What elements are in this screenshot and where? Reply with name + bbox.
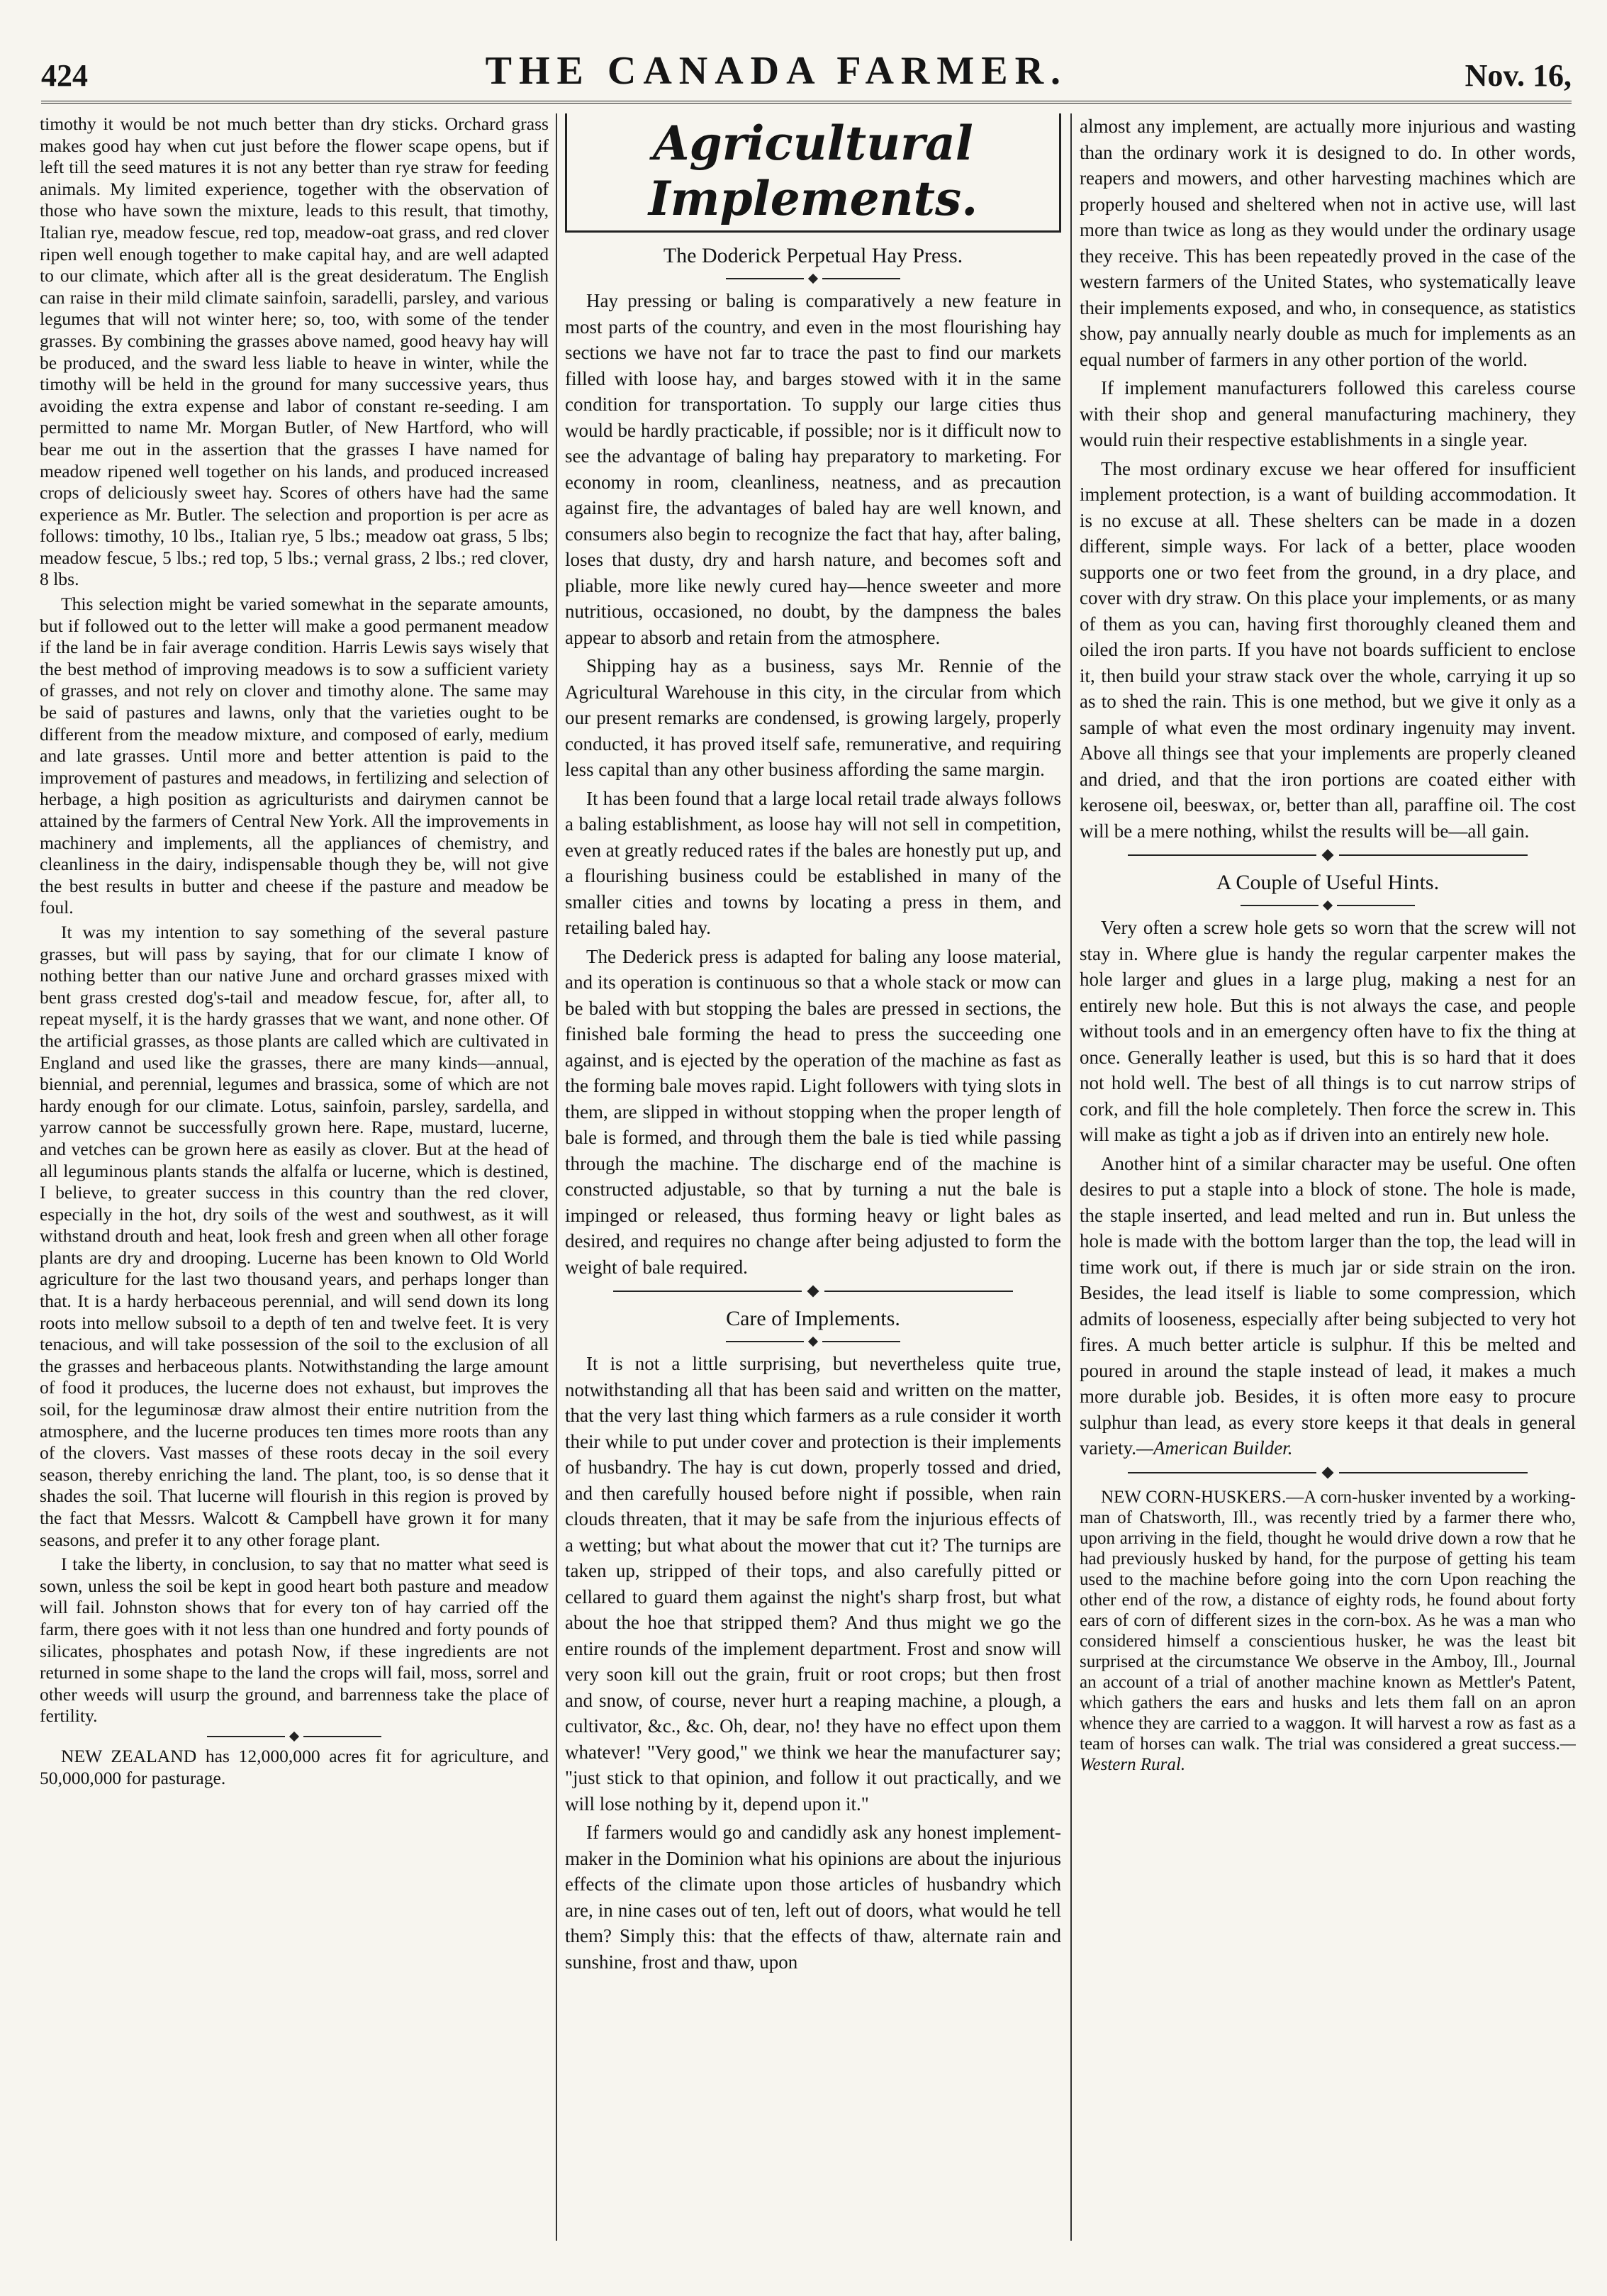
article-title: A Couple of Useful Hints. (1216, 871, 1440, 894)
middle-column (565, 113, 1061, 2276)
paragraph: Hay pressing or baling is comparatively a new feature in most parts of the country, and even in the most flourishing hay sections we have not far to trace the past to find our markets filled with loose hay, and barges stowed with it in the same condition for transportation. To supply our large cities thus would be hardly practicable, if possible; nor is it difficult now to see the advantage of baling hay preparatory to marketing. For economy in room, cleanliness, neatness, and as precaution against fire, the advantages of baled hay are well known, and consumers also begin to recognize the fact that hay, after baling, loses that dusty, dry and harsh nature, and becomes soft and pliable, more like newly cured hay—hence sweeter and more nutritious, occasioned, no doubt, by the dampness the bales appear to absorb and retain from the atmosphere. (565, 290, 1061, 648)
paragraph-text: —A corn-husker invented by a working-man of Chatsworth, Ill., was recently tried by a farmer there who, upon arriving in the field, thought he would drive down a row that he had previously husked by hand, for the purpose of getting his team used to the machine before going into the corn Upon reaching the other end of the row, a distance of eighty rods, he found about forty ears of corn of different sizes in the corn-box. As he was a man who considered himself a conscientious husker, he was the least bit surprised at the circumstance We observe in the Amboy, Ill., Journal an account of a trial of another machine known as Mettler's Patent, which gathers the ears and husks and lets them fall on an apron whence they are carried to a waggon. It will harvest a row as fast as a team of horses can walk. The trial was considered a great success. (1080, 1487, 1576, 1754)
paragraph-text: Another hint of a similar character may be useful. One often desires to put a staple into a block of stone. The hole is made, the staple inserted, and lead melted and run in. But unless the hole is made with the bottom larger than the top, the lead will in time work out, if there is much jar or side strain on the iron. Besides, the lead itself is liable to some compression, which admits of looseness, especially after being subjected to very hot fires. A much better article is sulphur. If this be melted and poured in around the staple instead of lead, it makes a much more durable job. Besides, it is often more easy to procure sulphur than lead, as every store keeps it that deals in general variety. (1080, 1152, 1576, 1459)
title-divider (565, 1338, 1061, 1345)
paragraph: It was my intention to say something of the several pasture grasses, but will pass by saying, that for our climate I know of nothing better than our native June and orchard grasses mixed with bent grass crested dog's-tail and meadow fescue, for, after all, to repeat myself, it is the hardy grasses that we want, and none other. Of the artificial grasses, as those plants are called which are cultivated in England and used like the grasses, there are many kinds—annual, biennial, and perennial, legumes and brassica, some of which are not hardy enough for our climate. Lotus, sainfoin, parsley, sardella, and yarrow cannot be successfully grown here. Rape, mustard, lucerne, and vetches can be grown here as easily as clover. But at the head of all leguminous plants stands the alfalfa or lucerne, which is destined, I believe, to greater success in this country than the red clover, especially in the hot, dry soils of the west and southwest, as it will withstand drouth and heat, look fresh and green when all other forage plants are dry and drooping. Lucerne has been known to Old World agriculture for the last two thousand years, and perhaps longer than that. It is a hardy herbaceous perennial, and will send down its long roots into mellow subsoil to a depth of ten and twelve feet. It is very tenacious, and will take possession of the soil to the exclusion of all the grasses and herbaceous plants. Notwithstanding the large amount of food it produces, the lucerne does not exhaust, but improves the soil, for the leguminosæ draw almost their entire nutrition from the atmosphere, and the lucerne produces ten times more roots than any of the clovers. Vast masses of these roots decay in the soil every season, thereby enriching the land. The plant, too, is so dense that it shades the soil. That lucerne will flourish in this region is proved by the fact that Messrs. Walcott & Campbell have grown it for many seasons, and prefer it to any other forage plant. (40, 921, 549, 1550)
paragraph (1080, 1151, 1576, 1461)
column-rule (556, 113, 557, 2241)
paragraph: If implement manufacturers followed this careless course with their shop and general manufacturing machinery, they would ruin their respective establishments in a single year. (1080, 377, 1576, 450)
paragraph (1080, 1487, 1576, 1775)
issue-date: Nov. 16, (1465, 58, 1572, 93)
page-number: 424 (41, 58, 88, 93)
right-column (1080, 113, 1576, 2276)
department-title: Agricultural Implements. (565, 113, 1061, 233)
paragraph: It is not a little surprising, but nevertheless quite true, notwithstanding all that has been said and written on the matter, that the very last thing which farmers as a rule consider it worth their while to put under cover and protection is their implements of husbandry. The hay is cut down, properly tossed and dried, and then carefully housed before night if possible, when rain clouds threaten, that it may be safe from the injurious effects of a wetting; but what about the mower that cut it? The turnips are taken up, stripped of their tops, and also carefully pitted or cellared to guard them against the night's sharp frost, but what about the hoe that stripped them? And thus might we go the entire rounds of the implement department. Frost and snow will very soon kill out the grain, fruit or root crops; but then frost and snow, of course, never hurt a reaping machine, a plough, a cultivator, &c., &c. Oh, dear, no! they have no effect upon them whatever! "Very good," we think we hear the manufacturer say; "just stick to that opinion, and follow it out practically, and we will lose nothing by it, depend upon it." (565, 1353, 1061, 1815)
article-lead: NEW CORN-HUSKERS. (1101, 1487, 1287, 1507)
section-divider (565, 1287, 1061, 1295)
source-credit: —American Builder. (1136, 1437, 1293, 1459)
source-credit: —Western Rural. (1080, 1734, 1576, 1774)
title-divider (1080, 902, 1576, 909)
section-divider (1080, 1469, 1576, 1477)
masthead: THE CANADA FARMER. (485, 49, 1068, 93)
left-column (40, 113, 549, 2276)
news-note: NEW ZEALAND has 12,000,000 acres fit for agriculture, and 50,000,000 for pasturage. (40, 1745, 549, 1788)
article-title: The Doderick Perpetual Hay Press. (663, 244, 963, 267)
paragraph: If farmers would go and candidly ask any honest implement-maker in the Dominion what his opinions are about the injurious effects of the climate upon those articles of husbandry which are, in nine cases out of ten, left out of doors, what would he tell them? Simply this: that the effects of thaw, alternate rain and sunshine, frost and thaw, upon (565, 1822, 1061, 1973)
paragraph: I take the liberty, in conclusion, to say that no matter what seed is sown, unless the soil be kept in good heart both pasture and meadow will fail. Johnston shows that for every ton of hay carried off the farm, there goes with it not less than one hundred and forty pounds of silicates, phosphates and potash Now, if these ingredients are not returned in some shape to the land the crops will fail, moss, sorrel and other weeds will usurp the ground, and barrenness take the place of fertility. (40, 1554, 549, 1727)
paragraph: This selection might be varied somewhat in the separate amounts, but if followed out to the letter will make a good permanent meadow if the land be in fair average condition. Harris Lewis says wisely that the best method of improving meadows is to sow a sufficient variety of grasses, and not rely on clover and timothy alone. The same may be said of pastures and lawns, only that the varieties ought to be different from the meadow mixture, and composed of early, medium and late grasses. Until more and better attention is paid to the improvement of pastures and meadows, in fertilizing and selection of herbage, a high position as agriculturists and dairymen cannot be attained by the farmers of Central New York. All the improvements in machinery and implements, all the appliances of chemistry, and cleanliness in the dairy, indispensable though they be, will not give the best results in butter and cheese if the pasture and meadow be foul. (40, 593, 549, 918)
paragraph: almost any implement, are actually more injurious and wasting than the ordinary work it is designed to do. In other words, reapers and mowers, and other harvesting machines which are properly housed and sheltered when not in active use, will last more than twice as long as they would under the ordinary usage they receive. This has been repeatedly proved in the case of the western farmers of the United States, who systematically leave their implements exposed, and who, in consequence, as statistics show, pay annually nearly double as much for implements as an equal number of farmers in any other portion of the world. (1080, 116, 1576, 370)
paragraph: Shipping hay as a business, says Mr. Rennie of the Agricultural Warehouse in this city, in the circular from which our present remarks are condensed, is growing largely, properly conducted, it has proved itself safe, remunerative, and requiring less capital than any other business affording the same margin. (565, 655, 1061, 780)
section-divider (1080, 851, 1576, 859)
section-divider (40, 1733, 549, 1740)
paragraph: Very often a screw hole gets so worn that the screw will not stay in. Where glue is handy the regular carpenter makes the hole larger and glues in a large plug, making a nest for an entirely new hole. But this is not always the case, and people without tools and in an emergency often have to fix the thing at once. Generally leather is used, but this is so hard that it does not hold well. The best of all things is to cut narrow strips of cork, and fill the hole completely. Then force the screw in. This will make as tight a job as if driven into an entirely new hole. (1080, 917, 1576, 1145)
title-divider (565, 275, 1061, 282)
column-rule (1070, 113, 1072, 2241)
paragraph: It has been found that a large local retail trade always follows a baling establishment, as loose hay will not sell in competition, even at greatly reduced rates if the bales are honestly put up, and a flourishing business could be established in many of the smaller cities and towns by locating a press in them, and retailing baled hay. (565, 787, 1061, 938)
page-header (41, 30, 1572, 104)
paragraph: The Dederick press is adapted for baling any loose material, and its operation is continuous so that a whole stack or mow can be baled with but stopping the bales are pressed in sections, the finished bale forming the head to press the succeeding one against, and is ejected by the operation of the machine as fast as the forming bale moves rapid. Light followers with tying slots in them, are slipped in without stopping when the proper length of bale is formed, and through them the bale is tied while passing through the machine. The discharge end of the machine is constructed adjustable, so that by turning a nut the bale is impinged or released, thus forming heavy or light bales as desired, and requires no change after being adjusted to form the weight of bale required. (565, 945, 1061, 1278)
article-title: Care of Implements. (726, 1307, 900, 1330)
paragraph: The most ordinary excuse we hear offered for insufficient implement protection, is a want of building accommodation. It is no excuse at all. These shelters can be made in a dozen different, simple ways. For lack of a better, place wooden supports one or two feet from the ground, in a dry place, and cover with dry straw. On this place your implements, or as many of them as you can, having first thoroughly cleaned them and oiled the iron parts. If you have not boards sufficient to enclose it, then build your straw stack over the whole, carrying it up so as to shed the rain. This is one method, but we give it only as a sample of what even the most ordinary ingenuity may invent. Above all things see that your implements are properly cleaned and dried, and that the iron portions are coated either with kerosene oil, beeswax, or, better than all, paraffine oil. The cost will be a mere nothing, whilst the results will be—all gain. (1080, 457, 1576, 842)
paragraph: timothy it would be not much better than dry sticks. Orchard grass makes good hay when cut just before the flower scape opens, but if left till the seed matures it is not any better than rye straw for feeding animals. My limited experience, together with the observation of those who have sown the mixture, leads to this result, that timothy, Italian rye, meadow fescue, red top, meadow-oat grass, and red clover ripen well enough together to make capital hay, and are well adapted to our climate, which after all is the great desideratum. The English can raise in their mild climate sainfoin, saradelli, parsley, and various legumes that will not winter here; so, too, with some of the tender grasses. By combining the grasses above named, good heavy hay will be produced, and the sward less liable to heave in winter, while the timothy will be held in the ground for many successive years, thus avoiding the extra expense and labor of constant re-seeding. I am permitted to name Mr. Morgan Butler, of New Hartford, who will bear me out in the assertion that the grasses I have named for meadow ripened well together on his lands, and produced increased crops of deliciously sweet hay. Scores of others have had the same experience as Mr. Butler. The selection and proportion is per acre as follows: timothy, 10 lbs., Italian rye, 5 lbs.; meadow oat grass, 5 lbs; meadow fescue, 5 lbs.; red top, 5 lbs.; vernal grass, 2 lbs.; red clover, 8 lbs. (40, 113, 549, 590)
